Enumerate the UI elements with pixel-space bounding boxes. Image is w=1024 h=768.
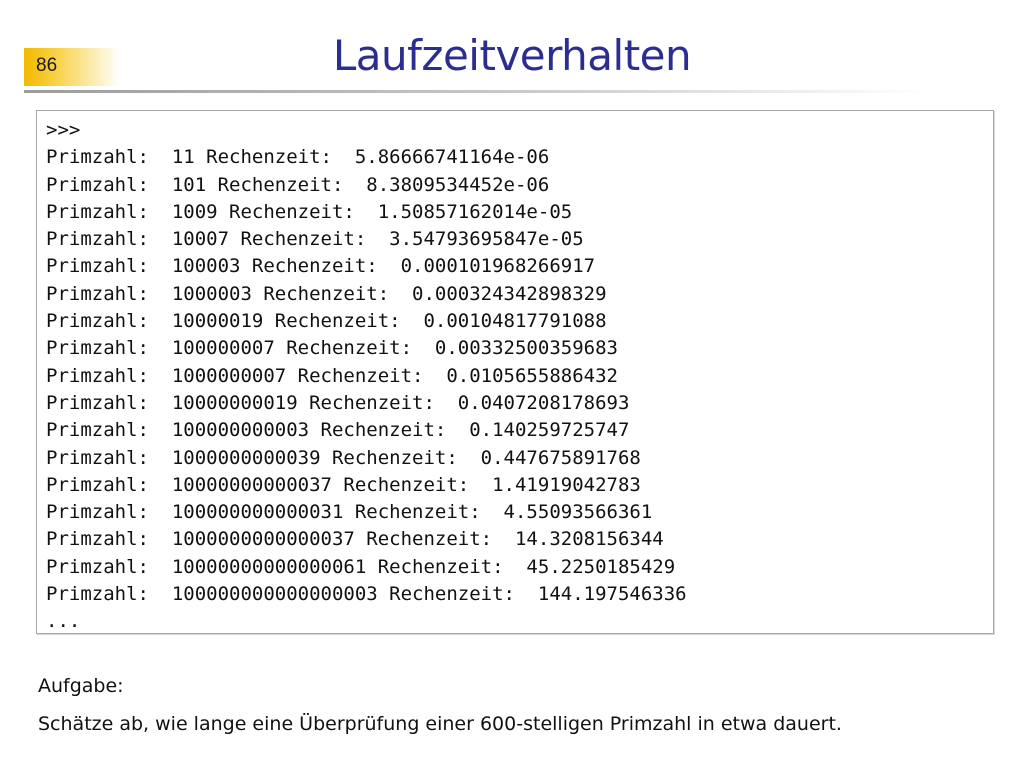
console-result-line: Primzahl: 100000000000031 Rechenzeit: 4.55093566361 [46,501,653,524]
console-result-line: Primzahl: 100000000000000003 Rechenzeit: 144.197546336 [46,583,687,606]
console-ellipsis-line: ... [46,610,81,633]
console-result-line: Primzahl: 10007 Rechenzeit: 3.54793695847e-05 [46,228,584,251]
console-result-line: Primzahl: 1000000000039 Rechenzeit: 0.447675891768 [46,446,641,469]
task-label: Aufgabe: [38,675,124,697]
console-result-line: Primzahl: 10000000019 Rechenzeit: 0.0407208178693 [46,391,630,414]
title-divider [24,90,930,93]
console-result-line: Primzahl: 1000000000000037 Rechenzeit: 14.3208156344 [46,528,664,551]
console-result-line: Primzahl: 10000000000037 Rechenzeit: 1.41919042783 [46,473,641,496]
console-result-line: Primzahl: 11 Rechenzeit: 5.86666741164e-06 [46,146,550,169]
console-prompt-line: >>> [46,119,81,141]
page-number: 86 [36,55,58,76]
console-output-box [36,110,994,634]
console-result-line: Primzahl: 10000019 Rechenzeit: 0.00104817791088 [46,310,607,333]
console-result-line: Primzahl: 10000000000000061 Rechenzeit: 45.2250185429 [46,555,676,578]
slide-title: Laufzeitverhalten [332,31,692,80]
console-result-line: Primzahl: 1000003 Rechenzeit: 0.000324342898329 [46,282,607,305]
console-result-line: Primzahl: 100000007 Rechenzeit: 0.00332500359683 [46,337,618,360]
console-result-line: Primzahl: 101 Rechenzeit: 8.3809534452e-06 [46,173,550,196]
console-result-line: Primzahl: 100000000003 Rechenzeit: 0.140259725747 [46,419,630,442]
task-text: Schätze ab, wie lange eine Überprüfung einer 600-stelligen Primzahl in etwa dauert. [38,713,842,735]
console-result-line: Primzahl: 100003 Rechenzeit: 0.000101968266917 [46,255,596,278]
console-result-line: Primzahl: 1009 Rechenzeit: 1.50857162014e-05 [46,200,573,223]
console-result-line: Primzahl: 1000000007 Rechenzeit: 0.0105655886432 [46,364,618,387]
console-lines [46,117,687,636]
